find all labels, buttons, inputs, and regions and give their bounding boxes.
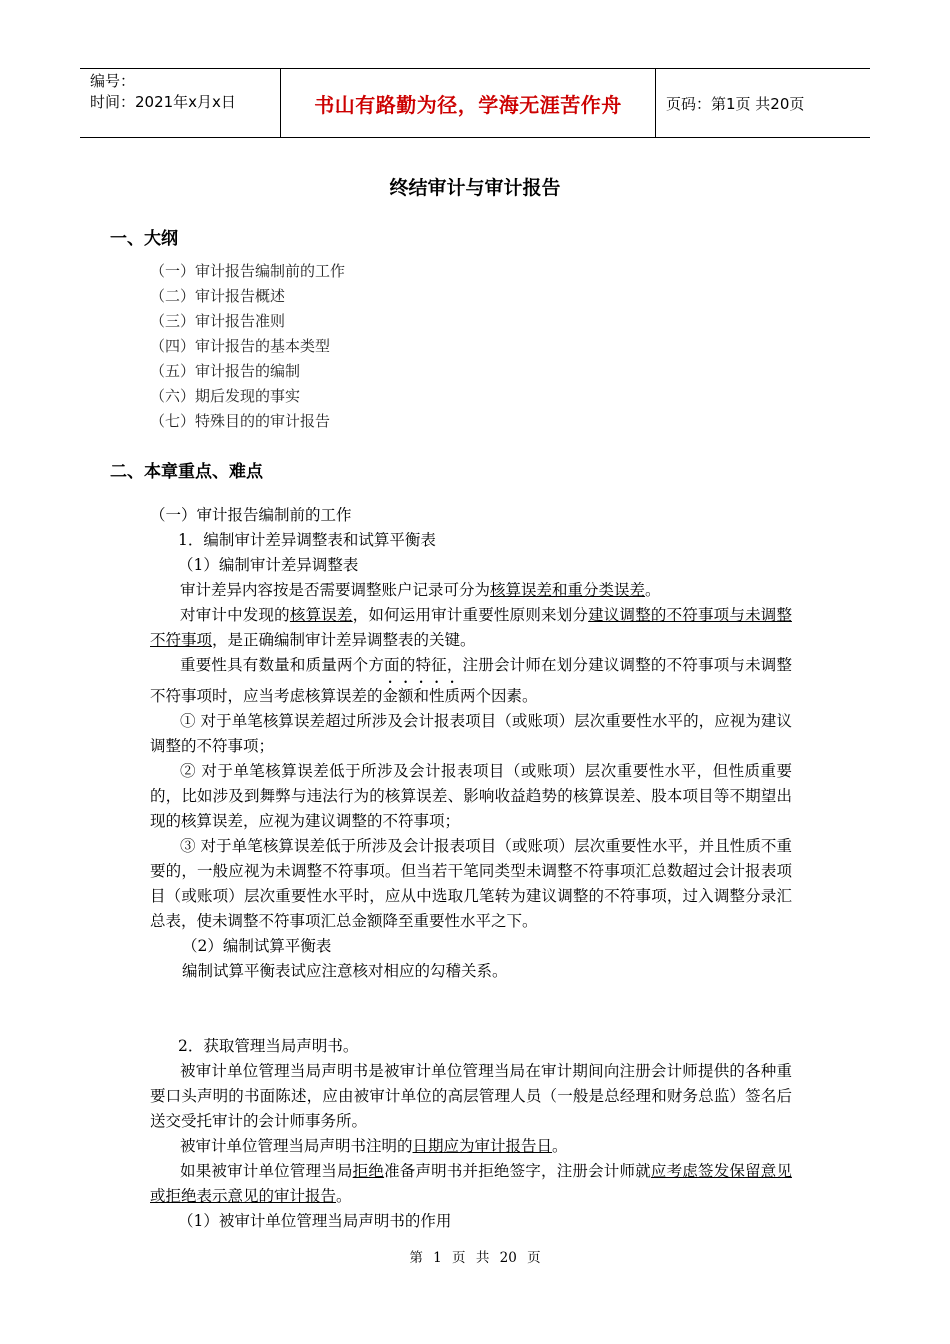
outline-item: （一）审计报告编制前的工作 bbox=[150, 262, 346, 280]
document-title: 终结审计与审计报告 bbox=[389, 177, 561, 199]
item-heading: 1．编制审计差异调整表和试算平衡表 bbox=[178, 531, 436, 549]
section2-body bbox=[150, 503, 792, 1234]
paragraph: 审计差异内容按是否需要调整账户记录可分为核算误差和重分类误差。 bbox=[180, 581, 661, 599]
subitem-heading: （1）被审计单位管理当局声明书的作用 bbox=[178, 1212, 452, 1230]
spacer bbox=[150, 984, 792, 1034]
outline-item: （五）审计报告的编制 bbox=[150, 362, 301, 380]
outline-list bbox=[150, 259, 345, 434]
paragraph: 对审计中发现的核算误差，如何运用审计重要性原则来划分建议调整的不符事项与未调整不符事项，是正确编制审计差异调整表的关键。 bbox=[150, 606, 792, 649]
outline-item: （二）审计报告概述 bbox=[150, 287, 286, 305]
outline-item: （六）期后发现的事实 bbox=[150, 387, 301, 405]
paragraph: 编制试算平衡表试应注意核对相应的勾稽关系。 bbox=[182, 962, 508, 980]
header-motto: 书山有路勤为径，学海无涯苦作舟 bbox=[281, 69, 656, 137]
header-table bbox=[80, 68, 870, 138]
item-heading: 2．获取管理当局声明书。 bbox=[178, 1037, 359, 1055]
paragraph: 被审计单位管理当局声明书注明的日期应为审计报告日。 bbox=[180, 1137, 568, 1155]
page-footer: 第 1 页 共 20 页 bbox=[409, 1250, 541, 1266]
outline-item: （三）审计报告准则 bbox=[150, 312, 286, 330]
header-page-info: 页码：第1页 共20页 bbox=[666, 94, 805, 113]
time-label: 时间：2021年x月x日 bbox=[90, 93, 236, 111]
subitem-heading: （1）编制审计差异调整表 bbox=[178, 556, 359, 574]
subitem-heading: （2）编制试算平衡表 bbox=[182, 937, 332, 955]
outline-item: （四）审计报告的基本类型 bbox=[150, 337, 331, 355]
paragraph: 被审计单位管理当局声明书是被审计单位管理当局在审计期间向注册会计师提供的各种重要口头声明的书面陈述，应由被审计单位的高层管理人员（一般是总经理和财务总监）签名后送交受托审计的会计师事务所。 bbox=[150, 1062, 792, 1130]
section2-heading: 二、本章重点、难点 bbox=[110, 462, 263, 482]
number-label: 编号： bbox=[90, 72, 136, 90]
subsection-heading: （一）审计报告编制前的工作 bbox=[150, 506, 352, 524]
paragraph: 重要性具有数量和质量两个方面的特征，注册会计师在划分建议调整的不符事项与未调整不符事项时，应当考虑核算误差的金额和性质两个因素。 bbox=[150, 656, 792, 705]
paragraph: ① 对于单笔核算误差超过所涉及会计报表项目（或账项）层次重要性水平的，应视为建议调整的不符事项； bbox=[150, 712, 792, 755]
paragraph: ② 对于单笔核算误差低于所涉及会计报表项目（或账项）层次重要性水平，但性质重要的，比如涉及到舞弊与违法行为的核算误差、影响收益趋势的核算误差、股本项目等不期望出现的核算误差，应视为建议调整的不符事项； bbox=[150, 762, 792, 830]
paragraph: 如果被审计单位管理当局拒绝准备声明书并拒绝签字，注册会计师就应考虑签发保留意见或拒绝表示意见的审计报告。 bbox=[150, 1162, 792, 1205]
section1-heading: 一、大纲 bbox=[110, 229, 178, 249]
outline-item: （七）特殊目的的审计报告 bbox=[150, 412, 331, 430]
paragraph: ③ 对于单笔核算误差低于所涉及会计报表项目（或账项）层次重要性水平，并且性质不重要的，一般应视为未调整不符事项。但当若干笔同类型未调整不符事项汇总数超过会计报表项目（或账项）层次重要性水平时，应从中选取几笔转为建议调整的不符事项，过入调整分录汇总表，使未调整不符事项汇总金额降至重要性水平之下。 bbox=[150, 837, 792, 930]
header-meta bbox=[80, 69, 281, 137]
